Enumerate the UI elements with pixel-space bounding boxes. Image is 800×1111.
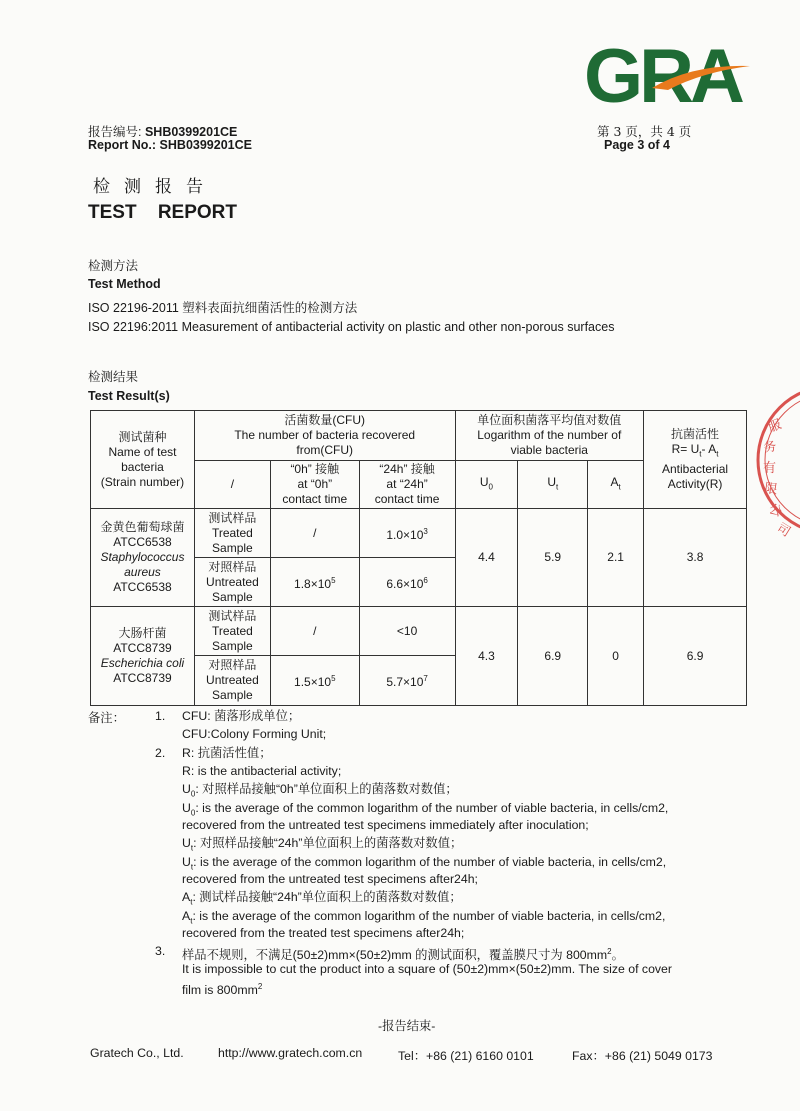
svg-text:服: 服 <box>766 417 784 436</box>
header-ut: $U_t$ <box>518 461 588 509</box>
header-u0: $U_0$ <box>455 461 518 509</box>
footer-fax: Fax：+86 (21) 5049 0173 <box>572 1049 713 1063</box>
report-no-zh: 报告编号: SHB0399201CE <box>88 125 238 139</box>
header-log: 单位面积菌落平均值对数值 Logarithm of the number of viable bacteria <box>455 411 644 461</box>
note-line: film is $800mm^2$ <box>182 982 263 998</box>
note-line: $U_t$: 对照样品接触“24h”单位面积上的菌落数对数值； <box>182 836 463 853</box>
gra-logo <box>582 36 752 111</box>
note-line: $A_t$: 测试样品接触“24h”单位面积上的菌落数对数值； <box>182 890 462 907</box>
header-0h: “0h” 接触 at “0h” contact time <box>270 461 359 509</box>
value-at: 0 <box>588 607 644 706</box>
footer-url[interactable]: http://www.gratech.com.cn <box>218 1046 363 1060</box>
note-line: recovered from the treated test specimens after24h; <box>182 926 465 940</box>
svg-text:务: 务 <box>762 439 778 456</box>
table-row <box>91 509 747 558</box>
note-line: It is impossible to cut the product into a square of (50±2)mm×(50±2)mm. The size of cover <box>182 962 672 976</box>
footer-tel: Tel：+86 (21) 6160 0101 <box>398 1049 534 1063</box>
table-header-row <box>91 411 747 461</box>
results-heading-zh: 检测结果 <box>88 370 139 384</box>
strain-cell: 大肠杆菌 ATCC8739 Escherichia coli ATCC8739 <box>91 607 195 706</box>
title-zh: 检测报告 <box>93 177 217 197</box>
strain-cell: 金黄色葡萄球菌 ATCC6538 Staphylococcus aureus ATCC6538 <box>91 509 195 607</box>
header-24h: “24h” 接触 at “24h” contact time <box>359 461 455 509</box>
method-line-en: ISO 22196:2011 Measurement of antibacterial activity on plastic and other non-porous surfaces <box>88 320 615 334</box>
svg-text:司: 司 <box>773 520 793 540</box>
value-u0: 4.4 <box>455 509 518 607</box>
note-number: 1. <box>155 709 166 723</box>
value-24h: $1.0\times 10^3$ <box>359 509 455 558</box>
header-slash: / <box>194 461 270 509</box>
value-0h: $1.8\times 10^5$ <box>270 558 359 607</box>
note-line: R: 抗菌活性值； <box>182 746 272 760</box>
value-24h: <10 <box>359 607 455 656</box>
value-0h: / <box>270 509 359 558</box>
value-u0: 4.3 <box>455 607 518 706</box>
svg-text:有: 有 <box>763 461 777 476</box>
value-24h: $5.7\times 10^7$ <box>359 656 455 706</box>
footer-company: Gratech Co., Ltd. <box>90 1046 184 1060</box>
title-en: TEST REPORT <box>88 202 238 223</box>
results-heading-en: Test Result(s) <box>88 389 170 403</box>
value-0h: / <box>270 607 359 656</box>
report-end: -报告结束- <box>378 1019 436 1033</box>
value-at: 2.1 <box>588 509 644 607</box>
note-line: R: is the antibacterial activity; <box>182 764 342 778</box>
note-line: $U_0$: is the average of the common logarithm of the number of viable bacteria, in cells/cm2, <box>182 801 669 818</box>
header-cfu: 活菌数量(CFU) The number of bacteria recovered from(CFU) <box>194 411 455 461</box>
note-line: recovered from the untreated test specimens immediately after inoculation; <box>182 818 589 832</box>
table-row <box>91 607 747 656</box>
header-strain: 测试菌种 Name of test bacteria (Strain number) <box>91 411 195 509</box>
sample-type: 测试样品 Treated Sample <box>194 607 270 656</box>
note-line: recovered from the untreated test specimens after24h; <box>182 872 478 886</box>
note-line: $A_t$: is the average of the common logarithm of the number of viable bacteria, in cells/cm2, <box>182 909 666 926</box>
note-line: 样品不规则，不满足(50±2)mm×(50±2)mm 的测试面积，覆盖膜尺寸为 $800mm^2$。 <box>182 947 624 963</box>
company-stamp <box>752 380 800 540</box>
note-number: 3. <box>155 944 166 958</box>
sample-type: 对照样品 Untreated Sample <box>194 656 270 706</box>
method-line-zh: ISO 22196-2011 塑料表面抗细菌活性的检测方法 <box>88 301 358 315</box>
method-heading-en: Test Method <box>88 277 161 291</box>
value-24h: $6.6\times 10^6$ <box>359 558 455 607</box>
method-heading-zh: 检测方法 <box>88 259 139 273</box>
note-line: CFU:Colony Forming Unit; <box>182 727 327 741</box>
value-ut: 6.9 <box>518 607 588 706</box>
note-line: $U_0$: 对照样品接触“0h”单位面积上的菌落数对数值； <box>182 782 458 799</box>
svg-text:公: 公 <box>766 501 784 521</box>
note-line: $U_t$: is the average of the common logarithm of the number of viable bacteria, in cells/cm2, <box>182 855 667 872</box>
results-table <box>90 410 747 706</box>
sample-type: 测试样品 Treated Sample <box>194 509 270 558</box>
notes-label: 备注： <box>88 711 125 725</box>
note-number: 2. <box>155 746 166 760</box>
note-line: CFU: 菌落形成单位； <box>182 709 301 723</box>
value-ut: 5.9 <box>518 509 588 607</box>
value-0h: $1.5\times 10^5$ <box>270 656 359 706</box>
report-no-en: Report No.: SHB0399201CE <box>88 138 252 152</box>
svg-text:限: 限 <box>763 481 779 498</box>
sample-type: 对照样品 Untreated Sample <box>194 558 270 607</box>
page-number-en: Page 3 of 4 <box>604 138 670 152</box>
page-number-zh: 第 3 页，共 4 页 <box>597 124 692 139</box>
logo-text: GRA <box>584 36 741 111</box>
value-r: 6.9 <box>644 607 747 706</box>
value-r: 3.8 <box>644 509 747 607</box>
header-at: $A_t$ <box>588 461 644 509</box>
header-activity: 抗菌活性 $R= U_t-$ $A_t$ Antibacterial Activity(R) <box>644 411 747 509</box>
